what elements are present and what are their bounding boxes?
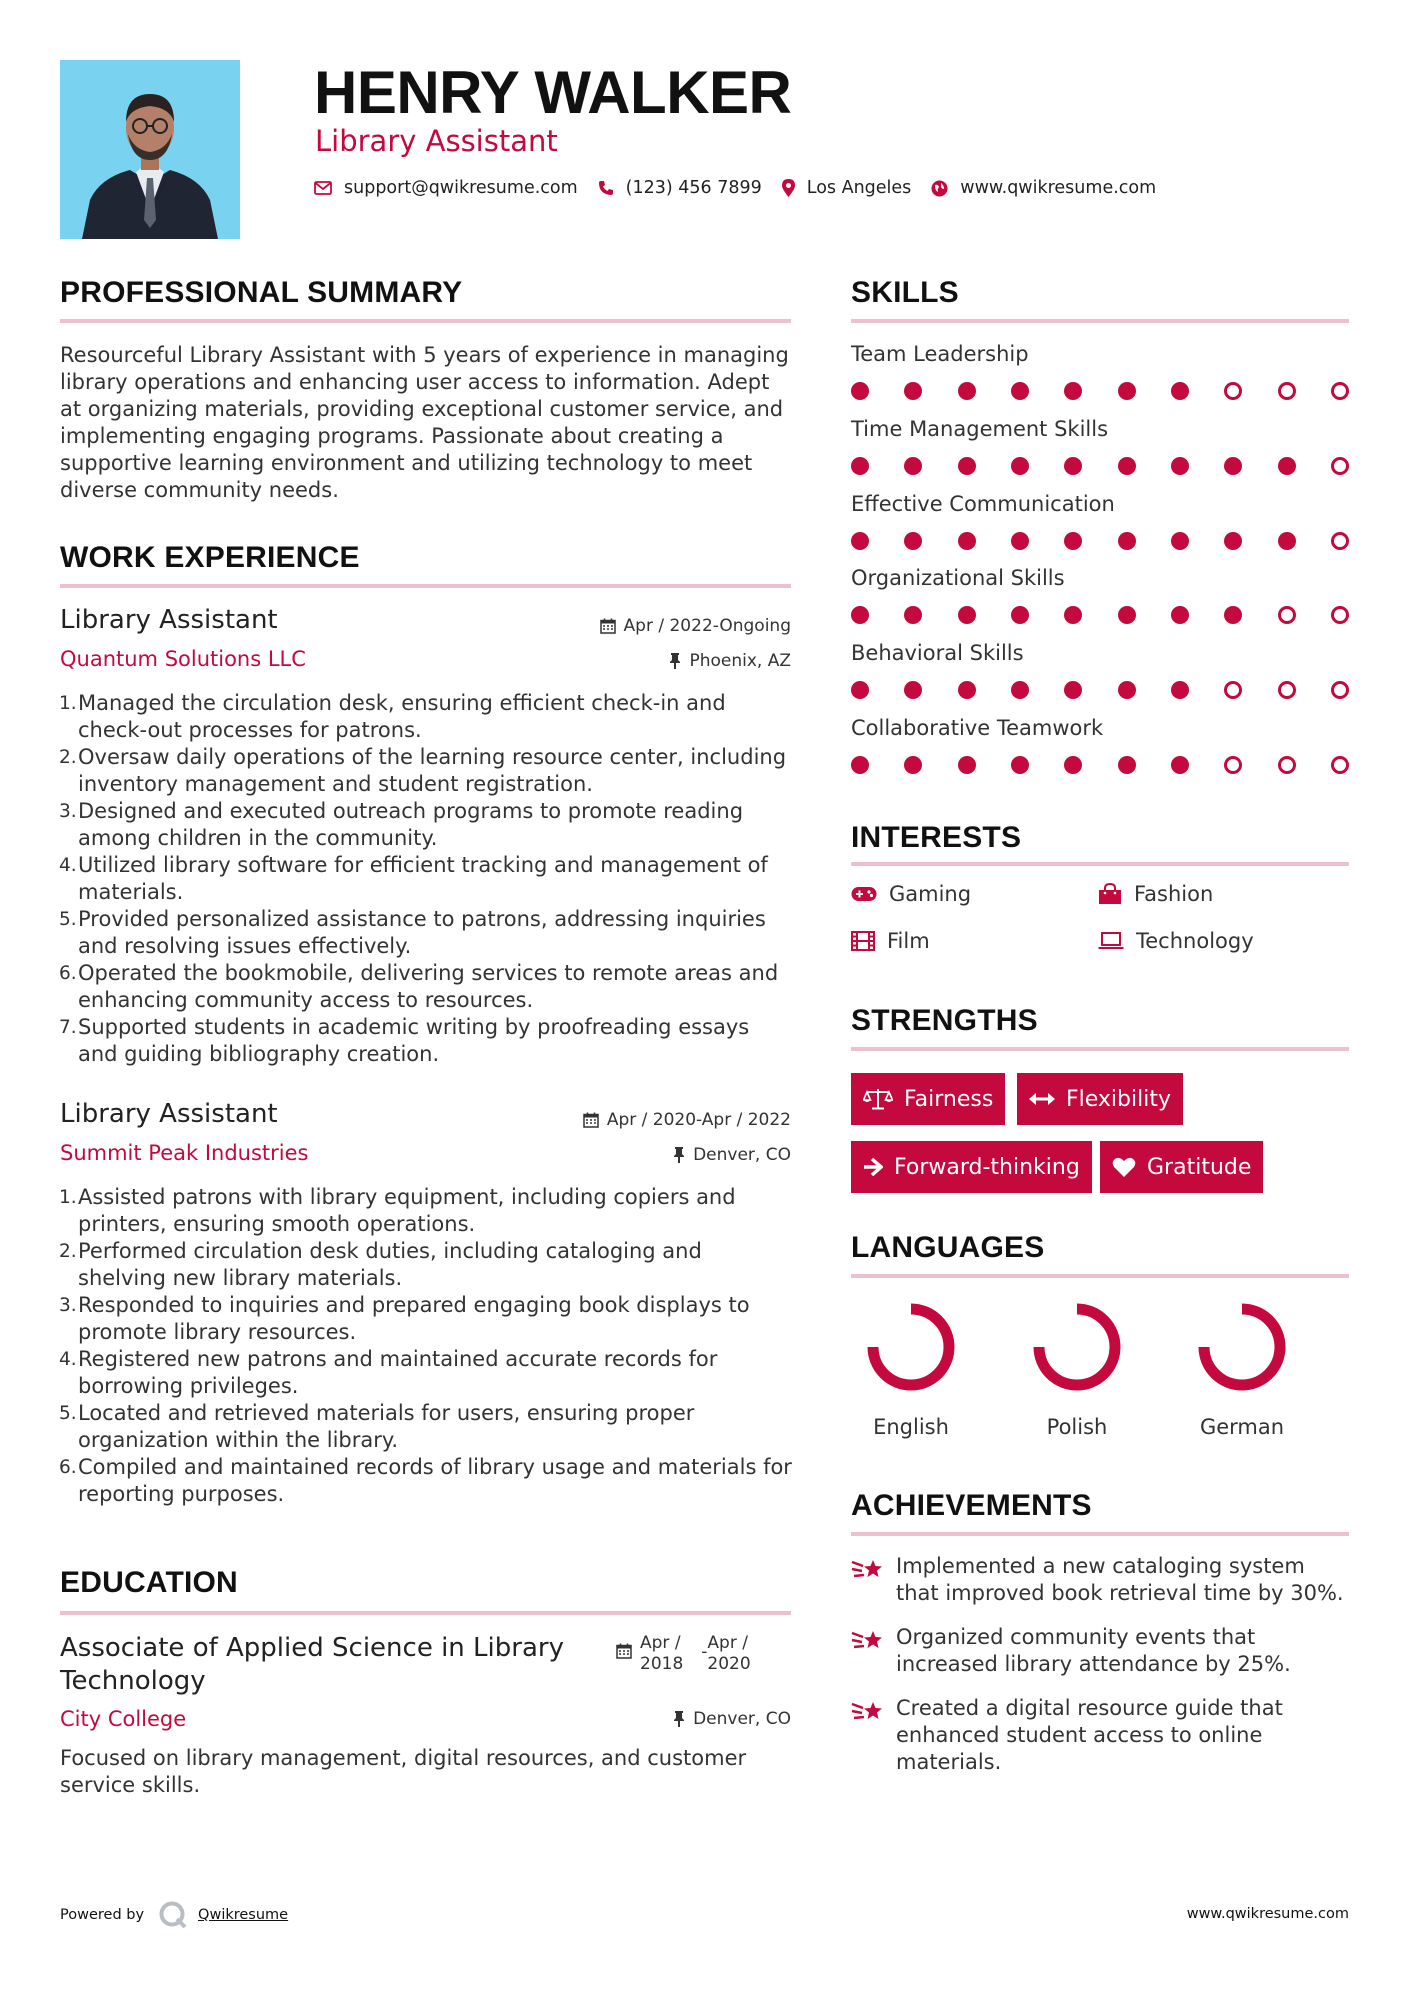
achievement-text: Organized community events that increased library attendance by 25%.: [896, 1625, 1291, 1676]
skill-dot-filled: [1278, 532, 1296, 550]
language-level-ring: [1196, 1301, 1288, 1393]
skill-dot-empty: [1278, 756, 1296, 774]
candidate-title: Library Assistant: [315, 124, 558, 158]
school-name: City College: [60, 1707, 187, 1731]
list-item: Located and retrieved materials for users, ensuring proper organization within the library.: [78, 1401, 695, 1452]
skill-dot-filled: [1171, 532, 1189, 550]
skill-dot-empty: [1278, 681, 1296, 699]
job-title: Library Assistant: [60, 605, 278, 635]
job-location-text: Denver, CO: [693, 1145, 791, 1165]
contact-location-text: Los Angeles: [806, 178, 912, 198]
interest-film: [851, 929, 930, 953]
list-item: Operated the bookmobile, delivering services to remote areas and enhancing community access to resources.: [78, 961, 779, 1012]
skill-dot-filled: [851, 457, 869, 475]
education-location-text: Denver, CO: [693, 1709, 791, 1729]
interests-divider: [851, 862, 1349, 866]
skill-dot-filled: [904, 681, 922, 699]
language-item: [1022, 1301, 1132, 1439]
job-location: [673, 1145, 791, 1165]
skill-dot-empty: [1331, 532, 1349, 550]
skill-dot-filled: [958, 756, 976, 774]
strength-chip: [851, 1141, 1092, 1193]
contact-email[interactable]: [314, 178, 578, 198]
languages-heading: LANGUAGES: [851, 1231, 1045, 1264]
skill-dot-filled: [1171, 606, 1189, 624]
job-title: Library Assistant: [60, 1099, 278, 1129]
list-item: Performed circulation desk duties, including cataloging and shelving new library materials.: [78, 1239, 702, 1290]
skill-dot-filled: [1064, 756, 1082, 774]
skill-label: Collaborative Teamwork: [851, 716, 1104, 740]
film-icon: [851, 931, 875, 951]
work-divider: [60, 584, 791, 588]
contact-bar: [314, 178, 1176, 198]
education-location: [673, 1709, 791, 1729]
skill-dot-filled: [1011, 756, 1029, 774]
contact-phone-text: (123) 456 7899: [625, 178, 762, 198]
skill-dot-filled: [1118, 606, 1136, 624]
job-date-text: Apr / 2022-Ongoing: [623, 616, 791, 636]
list-item: Designed and executed outreach programs to promote reading among children in the community.: [78, 799, 744, 850]
skill-dot-filled: [851, 606, 869, 624]
education-divider: [60, 1611, 791, 1615]
language-item: [856, 1301, 966, 1439]
job-date: [583, 1110, 791, 1130]
skill-dot-filled: [1064, 382, 1082, 400]
skill-dot-filled: [1224, 606, 1242, 624]
contact-location: [782, 178, 912, 198]
strengths-divider: [851, 1047, 1349, 1051]
skill-dot-filled: [1011, 606, 1029, 624]
list-item: Compiled and maintained records of library usage and materials for reporting purposes.: [78, 1455, 792, 1506]
skill-dot-filled: [1011, 457, 1029, 475]
skill-dot-empty: [1224, 382, 1242, 400]
skill-rating: [851, 532, 1349, 550]
skill-label: Effective Communication: [851, 492, 1115, 516]
footer-website-link[interactable]: www.qwikresume.com: [1186, 1906, 1349, 1922]
interest-label: Gaming: [889, 882, 972, 906]
calendar-icon: [616, 1643, 632, 1659]
skill-dot-filled: [1118, 382, 1136, 400]
pushpin-icon: [673, 1147, 685, 1163]
skill-rating: [851, 382, 1349, 400]
shooting-star-icon: [851, 1557, 885, 1583]
phone-icon: [598, 180, 614, 196]
calendar-icon: [600, 618, 616, 634]
skill-dot-empty: [1331, 756, 1349, 774]
languages-divider: [851, 1274, 1349, 1278]
skill-dot-empty: [1331, 606, 1349, 624]
shooting-star-icon: [851, 1628, 885, 1654]
skill-dot-filled: [851, 681, 869, 699]
pushpin-icon: [673, 1711, 685, 1727]
contact-website-text: www.qwikresume.com: [960, 178, 1157, 198]
skill-dot-filled: [904, 756, 922, 774]
job-date-text: Apr / 2020-Apr / 2022: [606, 1110, 791, 1130]
education-start-year: 2018: [640, 1654, 684, 1674]
list-item: Assisted patrons with library equipment, including copiers and printers, ensuring smooth operations.: [78, 1185, 736, 1236]
skill-label: Team Leadership: [851, 342, 1029, 366]
powered-by-text: Powered by: [60, 1907, 145, 1923]
map-pin-icon: [782, 179, 795, 197]
skill-dot-filled: [1171, 756, 1189, 774]
pushpin-icon: [669, 653, 681, 669]
achievement-text: Implemented a new cataloging system that improved book retrieval time by 30%.: [896, 1554, 1344, 1605]
education-start-month: Apr /: [640, 1633, 681, 1653]
list-item: Supported students in academic writing by proofreading essays and guiding bibliography creation.: [78, 1015, 750, 1066]
skill-dot-filled: [851, 756, 869, 774]
interest-technology: [1098, 929, 1254, 953]
strength-label: Gratitude: [1147, 1154, 1252, 1180]
skill-label: Organizational Skills: [851, 566, 1065, 590]
skill-dot-filled: [1118, 532, 1136, 550]
achievements-heading: ACHIEVEMENTS: [851, 1489, 1092, 1522]
skill-dot-filled: [1064, 681, 1082, 699]
skill-dot-filled: [1171, 681, 1189, 699]
job-location-text: Phoenix, AZ: [689, 651, 791, 671]
education-description: Focused on library management, digital resources, and customer service skills.: [60, 1746, 747, 1797]
envelope-icon: [314, 181, 332, 195]
interest-label: Film: [887, 929, 930, 953]
skill-dot-filled: [1064, 457, 1082, 475]
education-end-year: 2020: [707, 1654, 751, 1674]
skill-dot-empty: [1331, 681, 1349, 699]
laptop-icon: [1098, 932, 1124, 950]
language-level-ring: [865, 1301, 957, 1393]
strength-chip: [851, 1073, 1005, 1125]
skill-label: Time Management Skills: [851, 417, 1109, 441]
language-label: English: [873, 1415, 949, 1439]
achievements-divider: [851, 1532, 1349, 1536]
skill-dot-empty: [1278, 382, 1296, 400]
footer-brand-link[interactable]: Qwikresume: [198, 1907, 289, 1923]
skill-dot-filled: [851, 382, 869, 400]
list-item: Responded to inquiries and prepared engaging book displays to promote library resources.: [78, 1293, 750, 1344]
education-end-month: Apr /: [707, 1633, 748, 1653]
education-date: [616, 1633, 751, 1675]
list-item: Oversaw daily operations of the learning resource center, including inventory management and student registration.: [78, 745, 787, 796]
skill-dot-filled: [958, 532, 976, 550]
summary-divider: [60, 319, 791, 323]
skill-dot-empty: [1331, 382, 1349, 400]
list-item: Registered new patrons and maintained accurate records for borrowing privileges.: [78, 1347, 718, 1398]
interest-label: Technology: [1136, 929, 1254, 953]
contact-email-text: support@qwikresume.com: [344, 178, 578, 198]
skill-dot-empty: [1278, 606, 1296, 624]
skill-dot-filled: [904, 382, 922, 400]
gamepad-icon: [851, 886, 877, 902]
language-label: German: [1199, 1415, 1285, 1439]
skill-rating: [851, 457, 1349, 475]
arrow-right-icon: [863, 1157, 883, 1177]
skill-dot-filled: [958, 382, 976, 400]
language-level-ring: [1031, 1301, 1123, 1393]
language-label: Polish: [1046, 1415, 1108, 1439]
achievement-item: [851, 1553, 1351, 1607]
job-company: Summit Peak Industries: [60, 1141, 309, 1165]
strengths-heading: STRENGTHS: [851, 1004, 1038, 1037]
job-location: [669, 651, 791, 671]
list-item: Managed the circulation desk, ensuring efficient check-in and check-out processes for patrons.: [78, 691, 726, 742]
education-heading: EDUCATION: [60, 1566, 238, 1599]
strength-label: Fairness: [904, 1086, 994, 1112]
avatar: [60, 60, 240, 239]
interests-heading: INTERESTS: [851, 821, 1022, 854]
shopping-bag-icon: [1098, 883, 1122, 905]
skill-dot-filled: [1224, 457, 1242, 475]
heart-icon: [1112, 1157, 1136, 1178]
strength-chip: [1017, 1073, 1183, 1125]
work-heading: WORK EXPERIENCE: [60, 541, 360, 574]
skill-dot-filled: [1011, 532, 1029, 550]
education-date-separator: -: [701, 1642, 708, 1662]
profile-photo: [60, 60, 240, 239]
calendar-icon: [583, 1112, 599, 1128]
skill-dot-filled: [904, 532, 922, 550]
interest-gaming: [851, 882, 971, 906]
job-company: Quantum Solutions LLC: [60, 647, 306, 671]
skill-dot-filled: [1171, 382, 1189, 400]
list-item: Utilized library software for efficient tracking and management of materials.: [78, 853, 768, 904]
achievement-text: Created a digital resource guide that enhanced student access to online materials.: [896, 1696, 1283, 1774]
strength-chip: [1100, 1141, 1263, 1193]
skill-dot-filled: [1224, 532, 1242, 550]
skill-dot-filled: [851, 532, 869, 550]
skill-dot-filled: [904, 457, 922, 475]
skill-dot-filled: [1064, 532, 1082, 550]
globe-icon: [931, 180, 948, 197]
candidate-name: HENRY WALKER: [314, 59, 792, 126]
skill-dot-filled: [904, 606, 922, 624]
interest-label: Fashion: [1134, 882, 1214, 906]
interest-fashion: [1098, 882, 1213, 906]
footer-powered-by: [60, 1900, 288, 1930]
contact-phone[interactable]: [598, 178, 762, 198]
strength-label: Flexibility: [1066, 1086, 1171, 1112]
skill-dot-filled: [1011, 681, 1029, 699]
skill-dot-filled: [1171, 457, 1189, 475]
skills-heading: SKILLS: [851, 276, 959, 309]
skill-rating: [851, 606, 1349, 624]
arrows-horizontal-icon: [1029, 1092, 1055, 1106]
qwikresume-logo-icon: [158, 1900, 188, 1930]
skill-dot-filled: [958, 606, 976, 624]
skills-divider: [851, 319, 1349, 323]
skill-dot-filled: [1064, 606, 1082, 624]
skill-dot-empty: [1331, 457, 1349, 475]
strength-label: Forward-thinking: [894, 1154, 1080, 1180]
skill-dot-filled: [958, 457, 976, 475]
skill-label: Behavioral Skills: [851, 641, 1024, 665]
job-date: [600, 616, 791, 636]
summary-text: Resourceful Library Assistant with 5 years of experience in managing library operations and enhancing user access to information. Adept at organizing materials, providing exceptional customer service, and implementing engaging programs. Passionate about creating a supportive learning environment and utilizing technology to meet diverse community needs.: [60, 343, 789, 502]
language-item: [1187, 1301, 1297, 1439]
skill-dot-filled: [1118, 756, 1136, 774]
list-item: Provided personalized assistance to patrons, addressing inquiries and resolving issues effectively.: [78, 907, 766, 958]
achievement-item: [851, 1624, 1351, 1678]
skill-rating: [851, 681, 1349, 699]
contact-website[interactable]: [931, 178, 1156, 198]
balance-scale-icon: [863, 1088, 893, 1110]
skill-dot-filled: [1118, 681, 1136, 699]
summary-heading: PROFESSIONAL SUMMARY: [60, 276, 463, 309]
skill-dot-filled: [1278, 457, 1296, 475]
skill-dot-filled: [958, 681, 976, 699]
job-responsibilities: [60, 1184, 795, 1508]
shooting-star-icon: [851, 1699, 885, 1725]
skill-dot-empty: [1224, 681, 1242, 699]
skill-rating: [851, 756, 1349, 774]
skill-dot-empty: [1224, 756, 1242, 774]
achievement-item: [851, 1695, 1351, 1776]
job-responsibilities: [60, 690, 795, 1068]
skill-dot-filled: [1011, 382, 1029, 400]
degree-title: Associate of Applied Science in Library Technology: [60, 1633, 564, 1696]
skill-dot-filled: [1118, 457, 1136, 475]
